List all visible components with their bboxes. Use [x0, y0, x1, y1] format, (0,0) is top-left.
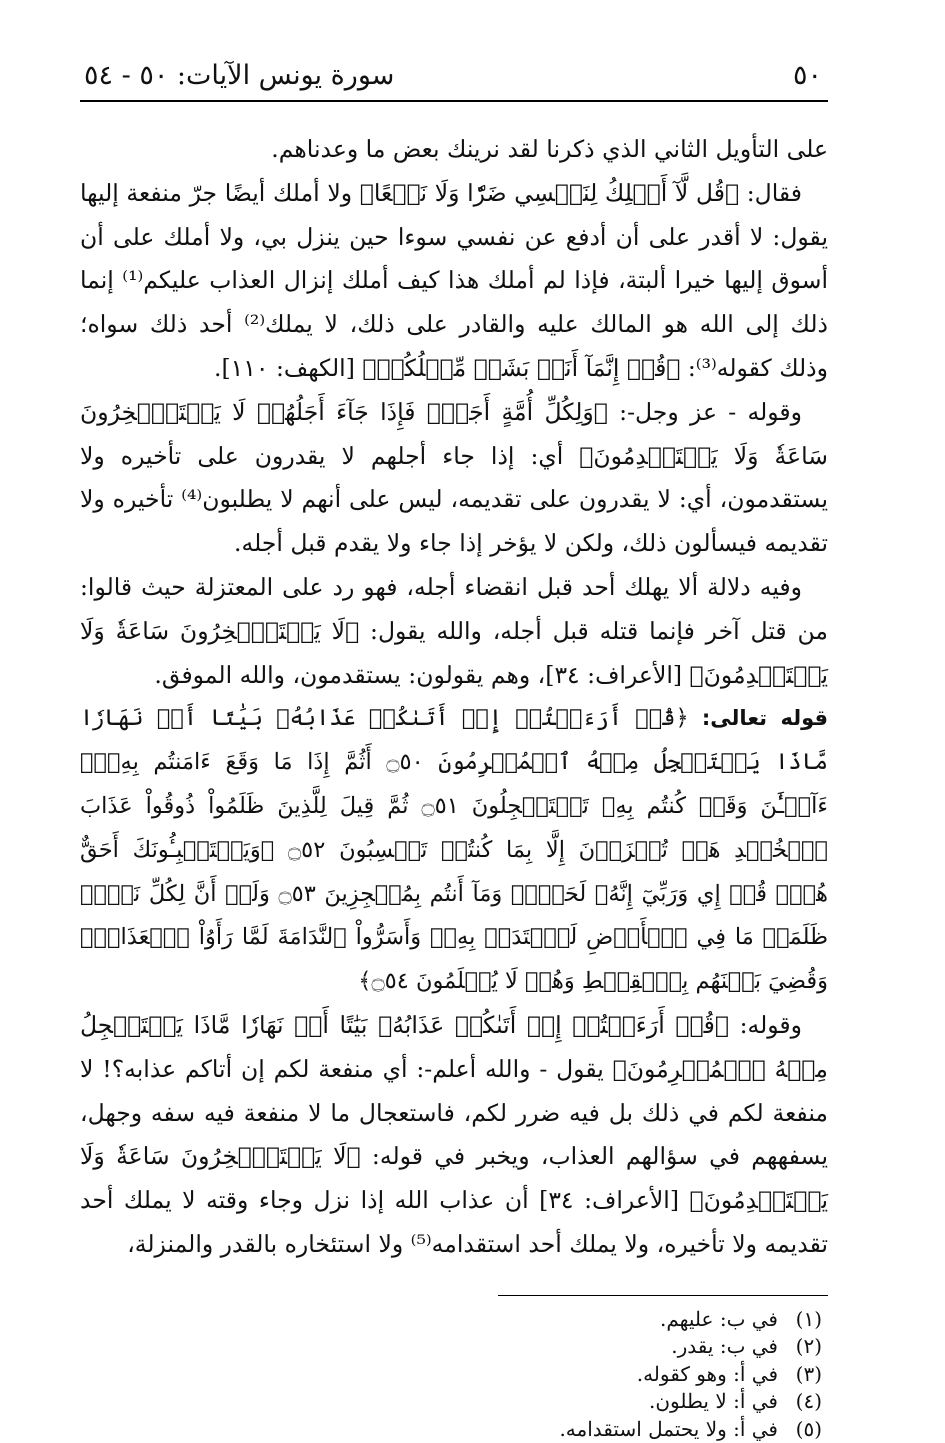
- footnote-number: (٣): [795, 1361, 822, 1386]
- header-title: سورة يونس الآيات: ٥٠ - ٥٤: [84, 60, 395, 91]
- verse-text: ﴿قُلۡ أَرَءَيۡتُمۡ إِنۡ أَتَىٰكُمۡ عَذَابُهُۥ بَيَٰتًا أَوۡ نَهَارٗا مَّاذَا يَسۡتَعۡجِلُ مِنۡهُ ٱلۡمُجۡرِمُونَ ۝٥٠ أَثُمَّ إِذَا مَا وَقَعَ ءَامَنتُم بِهِۦٓۚ ءَآلۡـَٰٔنَ وَقَدۡ كُنتُم بِهِۦ تَسۡتَعۡجِلُونَ ۝٥١ ثُمَّ قِيلَ لِلَّذِينَ ظَلَمُواْ ذُوقُواْ عَذَابَ ٱلۡخُلۡدِ هَلۡ تُجۡزَوۡنَ إِلَّا بِمَا كُنتُمۡ تَكۡسِبُونَ ۝٥٢ ۞وَيَسۡتَنۢبِـُٔونَكَ أَحَقٌّ هُوَۖ قُلۡ إِي وَرَبِّيٓ إِنَّهُۥ لَحَقّٞۖ وَمَآ أَنتُم بِمُعۡجِزِينَ ۝٥٣ وَلَوۡ أَنَّ لِكُلِّ نَفۡسٖ ظَلَمَتۡ مَا فِي ٱلۡأَرۡضِ لَٱفۡتَدَتۡ بِهِۦۗ وَأَسَرُّواْ ٱلنَّدَامَةَ لَمَّا رَأَوُاْ ٱلۡعَذَابَۖ وَقُضِيَ بَيۡنَهُم بِٱلۡقِسۡطِ وَهُمۡ لَا يُظۡلَمُونَ ۝٥٤﴾: [80, 705, 829, 995]
- footnote: [80, 1306, 822, 1334]
- footnote-number: (٥): [795, 1416, 822, 1441]
- footnote-text: في ب: عليهم.: [660, 1306, 778, 1331]
- page-number: ٥٠: [792, 60, 822, 91]
- footnote: [80, 1388, 822, 1416]
- footnote-number: (٢): [795, 1334, 822, 1359]
- footnote-number: (١): [795, 1306, 822, 1331]
- footnote-text: في ب: يقدر.: [671, 1334, 778, 1359]
- paragraph: وقوله: ﴿قُلۡ أَرَءَيۡتُمۡ إِنۡ أَتَىٰكُمۡ عَذَابُهُۥ بَيَٰتًا أَوۡ نَهَارٗا مَّاذَا يَسۡتَعۡجِلُ مِنۡهُ ٱلۡمُجۡرِمُونَ﴾ يقول - والله أعلم-: أي منفعة لكم إن أتاكم عذابه؟! لا منفعة لكم في ذلك بل فيه ضرر لكم، فاستعجال ما لا منفعة فيه سفه وجهل، يسفههم في سؤالهم العذاب، ويخبر في قوله: ﴿لَا يَسۡتَـٔۡخِرُونَ سَاعَةٗ وَلَا يَسۡتَقۡدِمُونَ﴾ [الأعراف: ٣٤] أن عذاب الله إذا نزل وجاء وقته لا يملك أحد تقديمه ولا تأخيره، ولا يملك أحد استقدامه⁽⁵⁾ ولا استئخاره بالقدر والمنزلة،: [80, 1010, 828, 1258]
- book-page: [80, 58, 829, 1441]
- footnote: [80, 1361, 822, 1389]
- footnote-text: في أ: لا يطلون.: [649, 1389, 778, 1414]
- body-text: [80, 128, 828, 1267]
- footnotes: [80, 1306, 828, 1443]
- footnote: [80, 1416, 822, 1443]
- paragraph: وفيه دلالة ألا يهلك أحد قبل انقضاء أجله، فهو رد على المعتزلة حيث قالوا: من قتل آخر فإنما قتله قبل أجله، والله يقول: ﴿لَا يَسۡتَـٔۡخِرُونَ سَاعَةٗ وَلَا يَسۡتَقۡدِمُونَ﴾ [الأعراف: ٣٤]، وهم يقولون: يستقدمون، والله الموفق.: [80, 572, 828, 689]
- verse-lead: قوله تعالى:: [701, 706, 828, 731]
- footnote-text: في أ: ولا يحتمل استقدامه.: [559, 1416, 778, 1441]
- quran-verse-block: [80, 697, 828, 1004]
- paragraph: على التأويل الثاني الذي ذكرنا لقد نرينك بعض ما وعدناهم.: [271, 135, 828, 163]
- footnote-separator: [498, 1295, 828, 1296]
- paragraph: وقوله - عز وجل-: ﴿وَلِكُلِّ أُمَّةٍ أَجَلٌۚ فَإِذَا جَآءَ أَجَلُهُمۡ لَا يَسۡتَـٔۡخِرُونَ سَاعَةٗ وَلَا يَسۡتَقۡدِمُونَ﴾ أي: إذا جاء أجلهم لا يقدرون على تأخيره ولا يستقدمون، أي: لا يقدرون على تقديمه، ليس على أنهم لا يطلبون⁽⁴⁾ تأخيره ولا تقديمه فيسألون ذلك، ولكن لا يؤخر إذا جاء ولا يقدم قبل أجله.: [80, 397, 828, 558]
- footnote: [80, 1333, 822, 1361]
- footnote-number: (٤): [795, 1389, 822, 1414]
- running-header: [80, 58, 828, 102]
- footnote-text: في أ: وهو كقوله.: [636, 1361, 778, 1386]
- paragraph: فقال: ﴿قُل لَّآ أَمۡلِكُ لِنَفۡسِي ضَرّٗا وَلَا نَفۡعًا﴾ ولا أملك أيضًا جرّ منفعة إليها يقول: لا أقدر على أن أدفع عن نفسي سوءا حين ينزل بي، ولا أملك على أن أسوق إليها خيرا ألبتة، فإذا لم أملك هذا كيف أملك إنزال العذاب عليكم⁽¹⁾ إنما ذلك إلى الله هو المالك عليه والقادر على ذلك، لا يملك⁽²⁾ أحد ذلك سواه؛ وذلك كقوله⁽³⁾: ﴿قُلۡ إِنَّمَآ أَنَا۠ بَشَرٞ مِّثۡلُكُمۡ﴾ [الكهف: ١١٠].: [80, 178, 829, 382]
